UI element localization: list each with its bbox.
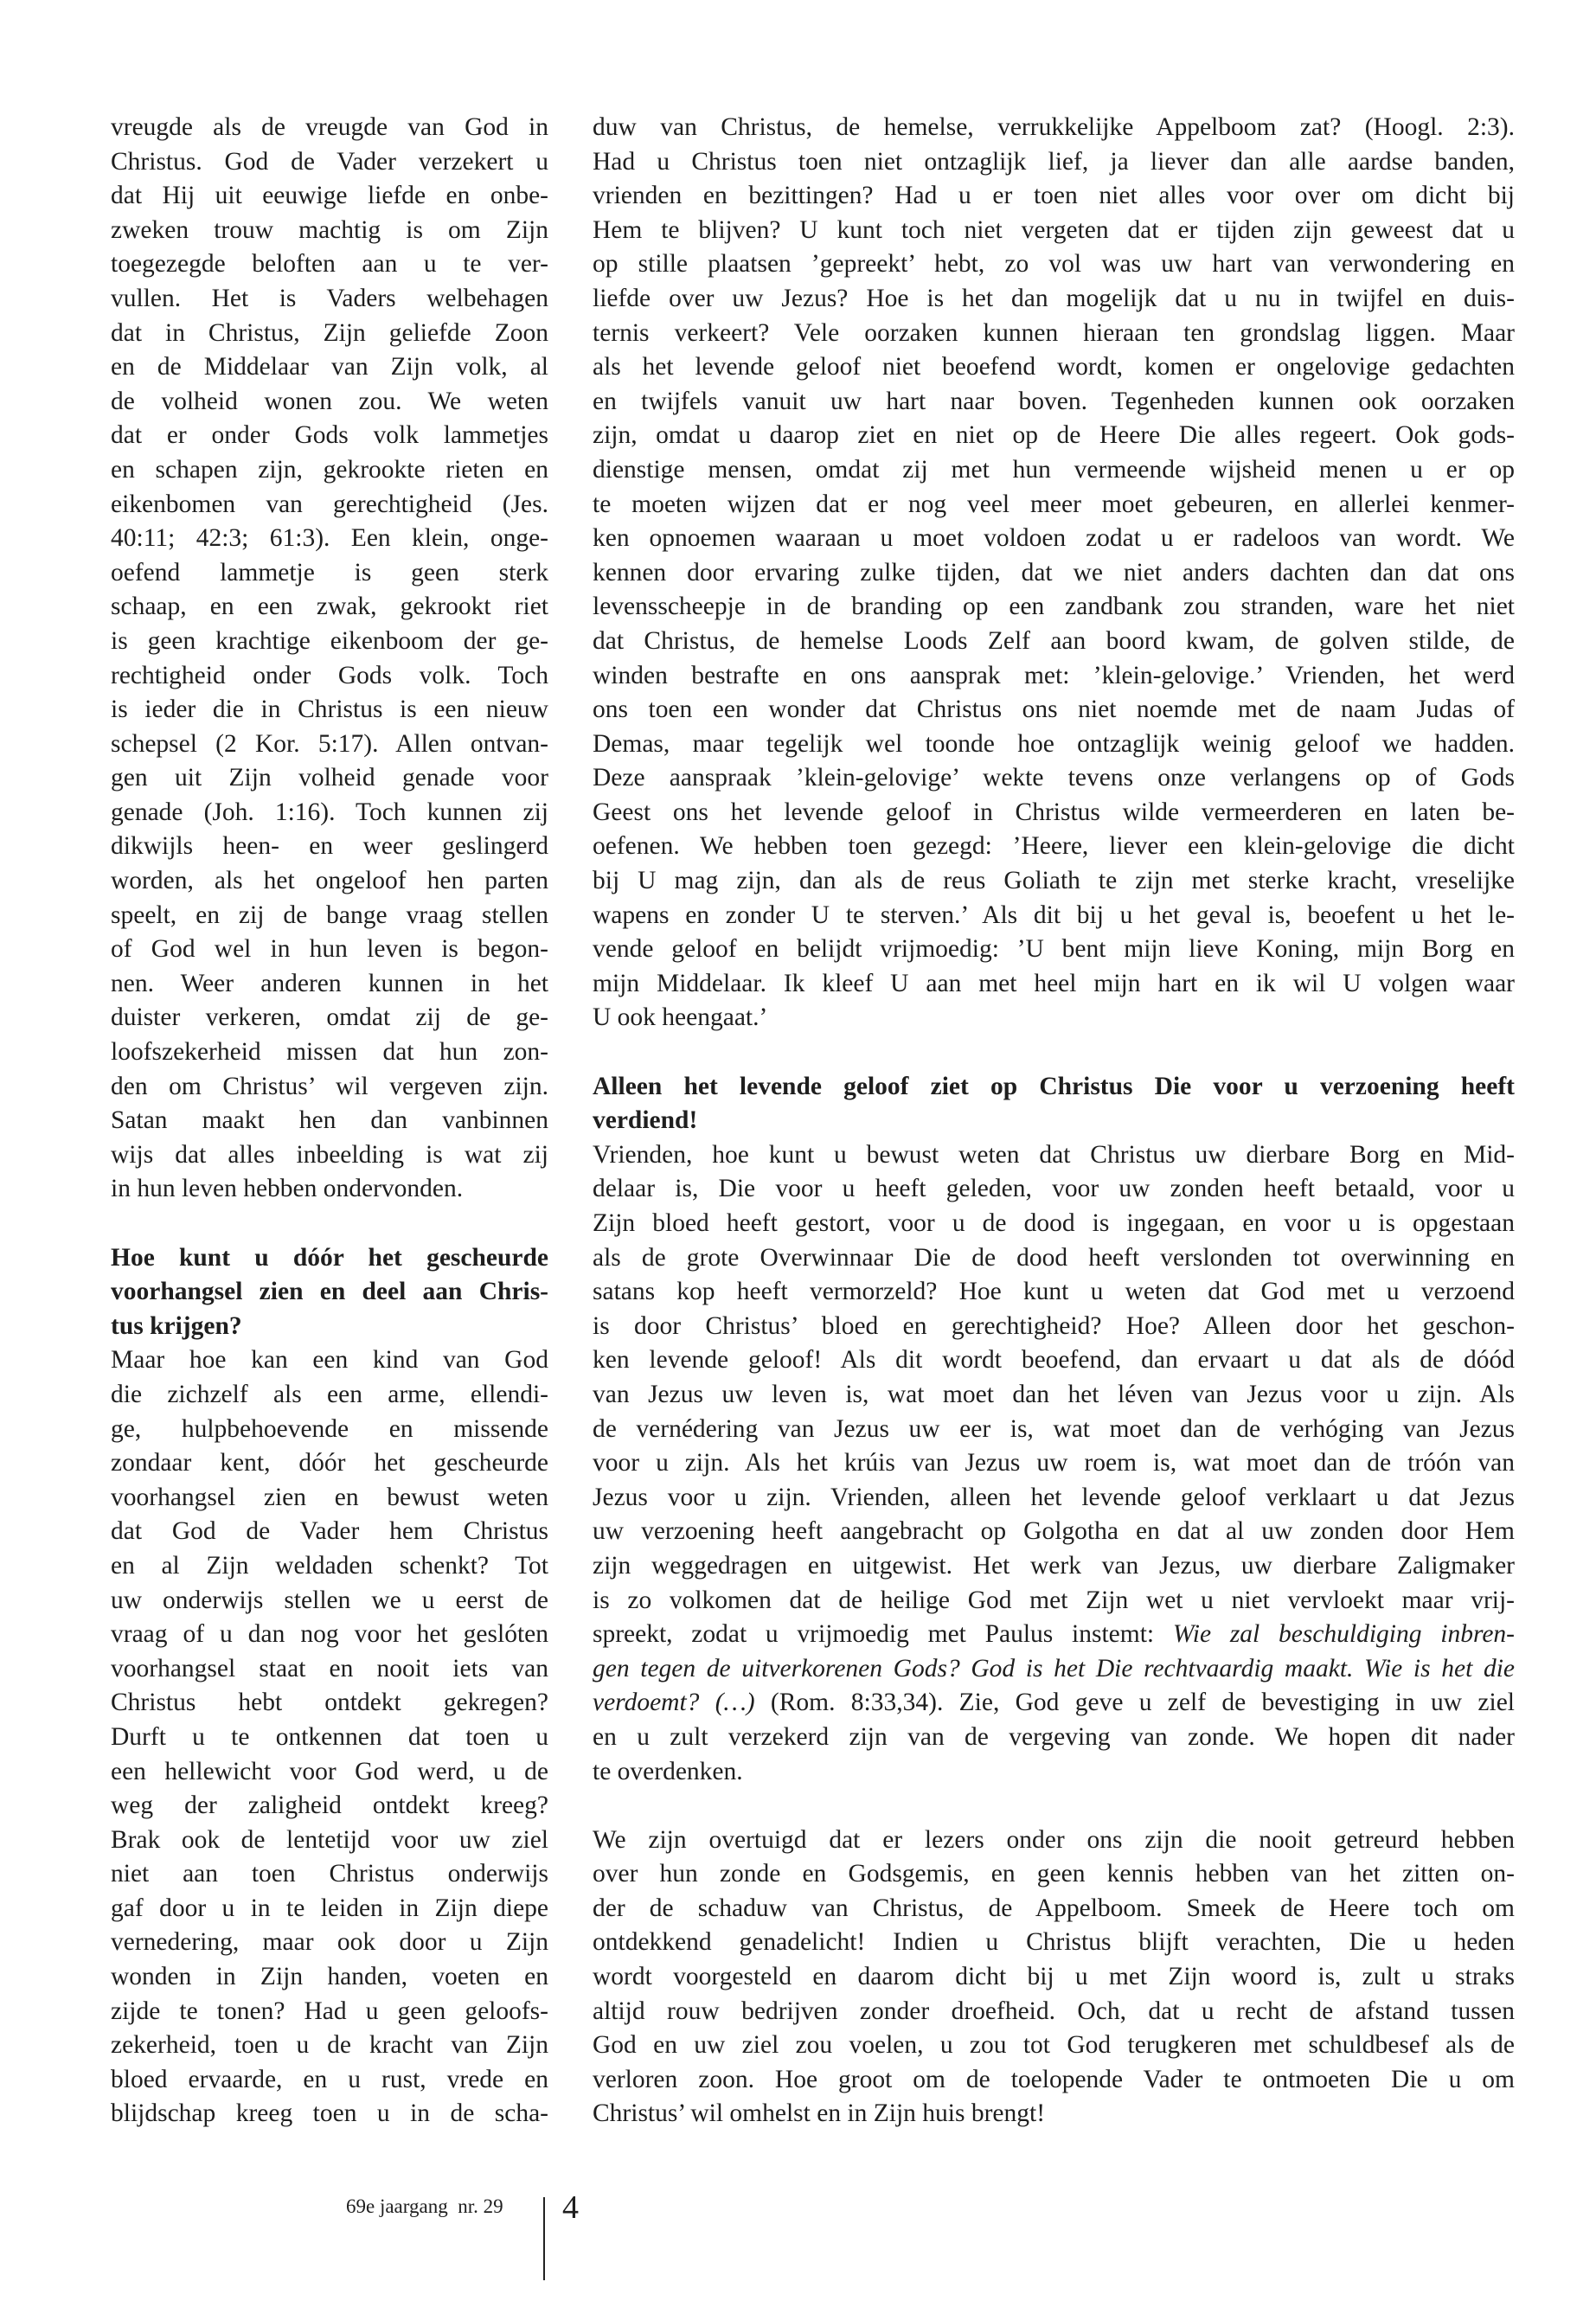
- text-line: wonden in Zijn handen, voeten en: [111, 1963, 548, 1991]
- text-line: de vernédering van Jezus uw eer is, wat moet dan de verhóging van Jezus: [593, 1414, 1515, 1443]
- text-line: oefend lammetje is geen sterk: [111, 558, 548, 586]
- text-line: zekerheid, toen u de kracht van Zijn: [111, 2031, 548, 2060]
- text-segment: (Rom. 8:33,34). Zie, God geve u zelf de bevestiging in uw ziel: [754, 1689, 1515, 1717]
- text-line: Christus’ wil omhelst en in Zijn huis brengt!: [593, 2099, 1046, 2128]
- footer-journal-issue: 69e jaargang nr. 29: [346, 2195, 503, 2217]
- text-line: Brak ook de lentetijd voor uw ziel: [111, 1825, 548, 1854]
- text-line: als de grote Overwinnaar Die de dood heeft verslonden tot overwinning en: [593, 1243, 1515, 1272]
- section-heading: [111, 1241, 548, 1344]
- text-line: en al Zijn weldaden schenkt? Tot: [111, 1551, 548, 1580]
- text-line: Geest ons het levende geloof in Christus wilde vermeerderen en laten be-: [593, 798, 1515, 826]
- italic-quote: gen tegen de uitverkorenen Gods? God is het Die rechtvaardig maakt. Wie is het die: [593, 1654, 1515, 1682]
- text-line: een hellewicht voor God werd, u de: [111, 1757, 548, 1785]
- text-line: mijn Middelaar. Ik kleef U aan met heel mijn hart en ik wil U volgen waar: [593, 969, 1515, 997]
- text-line: als het levende geloof niet beoefend wordt, komen er ongelovige gedachten: [593, 353, 1515, 381]
- text-line: Christus. God de Vader verzekert u: [111, 147, 548, 176]
- text-line: God en uw ziel zou voelen, u zou tot God terugkeren met schuldbesef als de: [593, 2031, 1515, 2060]
- right-column: [593, 111, 1515, 2166]
- text-line: op stille plaatsen ’gepreekt’ hebt, zo vol was uw hart van verwondering en: [593, 250, 1515, 279]
- text-line: is ieder die in Christus is een nieuw: [111, 695, 548, 724]
- text-line: ternis verkeert? Vele oorzaken kunnen hieraan ten grondslag liggen. Maar: [593, 318, 1515, 347]
- text-line: of God wel in hun leven is begon-: [111, 935, 548, 964]
- text-line: genade (Joh. 1:16). Toch kunnen zij: [111, 798, 548, 826]
- text-line: bij U mag zijn, dan als de reus Goliath te zijn met sterke kracht, vreselijke: [593, 867, 1515, 895]
- text-line: niet aan toen Christus onderwijs: [111, 1860, 548, 1888]
- text-line: wapens en zonder U te sterven.’ Als dit bij u het geval is, beoefent u het le-: [593, 901, 1515, 929]
- text-line: toegezegde beloften aan u te ver-: [111, 250, 548, 279]
- text-line: Hem te blijven? U kunt toch niet vergeten dat er tijden zijn geweest dat u: [593, 215, 1515, 244]
- text-line: schaap, en een zwak, gekrookt riet: [111, 593, 548, 621]
- text-line: ken levende geloof! Als dit wordt beoefend, dan ervaart u dat als de dóód: [593, 1346, 1515, 1375]
- text-line: dikwijls heen- en weer geslingerd: [111, 832, 548, 861]
- text-line: blijdschap kreeg toen u in de scha-: [111, 2099, 548, 2128]
- text-line: te overdenken.: [593, 1757, 743, 1785]
- text-line: loofszekerheid missen dat hun zon-: [111, 1038, 548, 1067]
- text-line: Maar hoe kan een kind van God: [111, 1346, 548, 1375]
- text-line: [593, 1652, 1515, 1687]
- text-line: in hun leven hebben ondervonden.: [111, 1175, 464, 1203]
- text-line: We zijn overtuigd dat er lezers onder ons zijn die nooit getreurd hebben: [593, 1825, 1515, 1854]
- text-line: bloed ervaarde, en u rust, vrede en: [111, 2065, 548, 2093]
- text-line: dienstige mensen, omdat zij met hun vermeende wijsheid menen u er op: [593, 455, 1515, 484]
- text-line: is geen krachtige eikenboom der ge-: [111, 626, 548, 655]
- paragraph: [593, 111, 1515, 1035]
- text-line: dat in Christus, Zijn geliefde Zoon: [111, 318, 548, 347]
- text-line: dat Hij uit eeuwige liefde en onbe-: [111, 182, 548, 210]
- text-line: verloren zoon. Hoe groot om de toelopende Vader te ontmoeten Die u om: [593, 2065, 1515, 2093]
- text-line: liefde over uw Jezus? Hoe is het dan mogelijk dat u nu in twijfel en duis-: [593, 284, 1515, 312]
- text-line: voorhangsel zien en bewust weten: [111, 1483, 548, 1511]
- text-line: wordt voorgesteld en daarom dicht bij u met Zijn woord is, zult u straks: [593, 1963, 1515, 1991]
- text-line: dat Christus, de hemelse Loods Zelf aan boord kwam, de golven stilde, de: [593, 626, 1515, 655]
- text-line: nen. Weer anderen kunnen in het: [111, 969, 548, 997]
- text-line: vernedering, maar ook door u Zijn: [111, 1928, 548, 1957]
- text-line: verdiend!: [593, 1106, 698, 1135]
- text-line: gen uit Zijn volheid genade voor: [111, 764, 548, 792]
- text-line: duister verkeren, omdat zij de ge-: [111, 1003, 548, 1032]
- text-line: 40:11; 42:3; 61:3). Een klein, onge-: [111, 524, 548, 553]
- left-column: [111, 111, 548, 2166]
- text-line: is door Christus’ bloed en gerechtigheid? Hoe? Alleen door het geschon-: [593, 1311, 1515, 1340]
- text-line: Had u Christus toen niet ontzaglijk lief, ja liever dan alle aardse banden,: [593, 147, 1515, 176]
- text-line: ge, hulpbehoevende en missende: [111, 1414, 548, 1443]
- italic-quote: Wie zal beschuldiging inbren-: [1172, 1620, 1515, 1649]
- text-line: Jezus voor u zijn. Vrienden, alleen het levende geloof verklaart u dat Jezus: [593, 1483, 1515, 1511]
- text-line: uw verzoening heeft aangebracht op Golgotha en dat al uw zonden door Hem: [593, 1517, 1515, 1546]
- text-line: en schapen zijn, gekrookte rieten en: [111, 455, 548, 484]
- paragraph: [111, 1343, 548, 2131]
- text-line: levensscheepje in de branding op een zandbank zou stranden, ware het niet: [593, 593, 1515, 621]
- text-line: zweken trouw machtig is om Zijn: [111, 215, 548, 244]
- text-line: vullen. Het is Vaders welbehagen: [111, 284, 548, 312]
- italic-quote: verdoemt? (…): [593, 1689, 755, 1717]
- text-line: dat er onder Gods volk lammetjes: [111, 421, 548, 450]
- paragraph: [593, 1138, 1515, 1789]
- text-line: en u zult verzekerd zijn van de vergeving van zonde. We hopen dit nader: [593, 1722, 1515, 1751]
- text-line: schepsel (2 Kor. 5:17). Allen ontvan-: [111, 729, 548, 758]
- text-line: voor u zijn. Als het krúis van Jezus uw roem is, wat moet dan de tróón van: [593, 1449, 1515, 1477]
- text-line: Hoe kunt u dóór het gescheurde: [111, 1243, 548, 1272]
- text-line: kennen door ervaring zulke tijden, dat we niet anders dachten dan dat ons: [593, 558, 1515, 586]
- text-line: duw van Christus, de hemelse, verrukkelijke Appelboom zat? (Hoogl. 2:3).: [593, 113, 1515, 141]
- text-line: van Jezus uw leven is, wat moet dan het léven van Jezus voor u zijn. Als: [593, 1380, 1515, 1408]
- text-line: delaar is, Die voor u heeft geleden, voor uw zonden heeft betaald, voor u: [593, 1175, 1515, 1203]
- text-line: altijd rouw bedrijven zonder droefheid. Och, dat u recht de afstand tussen: [593, 1997, 1515, 2025]
- text-line: de volheid wonen zou. We weten: [111, 387, 548, 415]
- text-line: vende geloof en belijdt vrijmoedig: ’U bent mijn lieve Koning, mijn Borg en: [593, 935, 1515, 964]
- text-line: en twijfels vanuit uw hart naar boven. Tegenheden kunnen ook oorzaken: [593, 387, 1515, 415]
- section-heading: [593, 1070, 1515, 1138]
- text-line: vraag of u dan nog voor het geslóten: [111, 1620, 548, 1649]
- paragraph: [111, 111, 548, 1207]
- text-line: [593, 1618, 1515, 1652]
- text-line: eikenbomen van gerechtigheid (Jes.: [111, 490, 548, 518]
- text-line: zondaar kent, dóór het gescheurde: [111, 1449, 548, 1477]
- text-line: die zichzelf als een arme, ellendi-: [111, 1380, 548, 1408]
- text-line: tus krijgen?: [111, 1311, 242, 1340]
- text-line: Zijn bloed heeft gestort, voor u de dood is ingegaan, en voor u is opgestaan: [593, 1209, 1515, 1237]
- text-segment: spreekt, zodat u vrijmoedig met Paulus instemt:: [593, 1620, 1173, 1649]
- text-line: ontdekkend genadelicht! Indien u Christus blijft verachten, Die u heden: [593, 1928, 1515, 1957]
- text-line: weg der zaligheid ontdekt kreeg?: [111, 1791, 548, 1820]
- text-line: dat God de Vader hem Christus: [111, 1517, 548, 1546]
- footer-divider: [543, 2197, 545, 2280]
- text-line: te moeten wijzen dat er nog veel meer moet gebeuren, en allerlei kenmer-: [593, 490, 1515, 518]
- text-line: Vrienden, hoe kunt u bewust weten dat Christus uw dierbare Borg en Mid-: [593, 1140, 1515, 1169]
- text-line: winden bestrafte en ons aansprak met: ’klein-gelovige.’ Vrienden, het werd: [593, 661, 1515, 689]
- text-line: zijn weggedragen en uitgewist. Het werk van Jezus, uw dierbare Zaligmaker: [593, 1551, 1515, 1580]
- text-line: voorhangsel zien en deel aan Chris-: [111, 1278, 548, 1306]
- text-line: ken opnoemen waaraan u moet voldoen zodat u er radeloos van wordt. We: [593, 524, 1515, 553]
- text-line: zijn, omdat u daarop ziet en niet op de Heere Die alles regeert. Ook gods-: [593, 421, 1515, 450]
- text-line: gaf door u in te leiden in Zijn diepe: [111, 1894, 548, 1922]
- text-line: Demas, maar tegelijk wel toonde hoe ontzaglijk weinig geloof we hadden.: [593, 729, 1515, 758]
- text-line: satans kop heeft vermorzeld? Hoe kunt u weten dat God met u verzoend: [593, 1278, 1515, 1306]
- text-line: worden, als het ongeloof hen parten: [111, 867, 548, 895]
- text-line: voorhangsel staat en nooit iets van: [111, 1654, 548, 1682]
- text-line: uw onderwijs stellen we u eerst de: [111, 1586, 548, 1614]
- paragraph: [593, 1823, 1515, 2131]
- text-line: rechtigheid onder Gods volk. Toch: [111, 661, 548, 689]
- text-line: speelt, en zij de bange vraag stellen: [111, 901, 548, 929]
- text-line: is zo volkomen dat de heilige God met Zijn wet u niet vervloekt maar vrij-: [593, 1586, 1515, 1614]
- text-line: oefenen. We hebben toen gezegd: ’Heere, liever een klein-gelovige die dicht: [593, 832, 1515, 861]
- text-line: en de Middelaar van Zijn volk, al: [111, 353, 548, 381]
- text-line: Durft u te ontkennen dat toen u: [111, 1722, 548, 1751]
- text-line: der de schaduw van Christus, de Appelboom. Smeek de Heere toch om: [593, 1894, 1515, 1922]
- text-line: over hun zonde en Godsgemis, en geen kennis hebben van het zitten on-: [593, 1860, 1515, 1888]
- text-line: vreugde als de vreugde van God in: [111, 113, 548, 141]
- text-line: den om Christus’ wil vergeven zijn.: [111, 1072, 548, 1100]
- text-line: wijs dat alles inbeelding is wat zij: [111, 1140, 548, 1169]
- text-line: Alleen het levende geloof ziet op Christus Die voor u verzoening heeft: [593, 1072, 1515, 1100]
- text-line: Deze aanspraak ’klein-gelovige’ wekte tevens onze verlangens op of Gods: [593, 764, 1515, 792]
- text-line: [593, 1686, 1515, 1721]
- text-line: Satan maakt hen dan vanbinnen: [111, 1106, 548, 1135]
- page-number: 4: [562, 2189, 579, 2226]
- text-line: Christus hebt ontdekt gekregen?: [111, 1689, 548, 1717]
- text-line: vrienden en bezittingen? Had u er toen niet alles voor over om dicht bij: [593, 182, 1515, 210]
- text-line: ons toen een wonder dat Christus ons niet noemde met de naam Judas of: [593, 695, 1515, 724]
- text-line: U ook heengaat.’: [593, 1003, 768, 1032]
- text-line: zijde te tonen? Had u geen geloofs-: [111, 1997, 548, 2025]
